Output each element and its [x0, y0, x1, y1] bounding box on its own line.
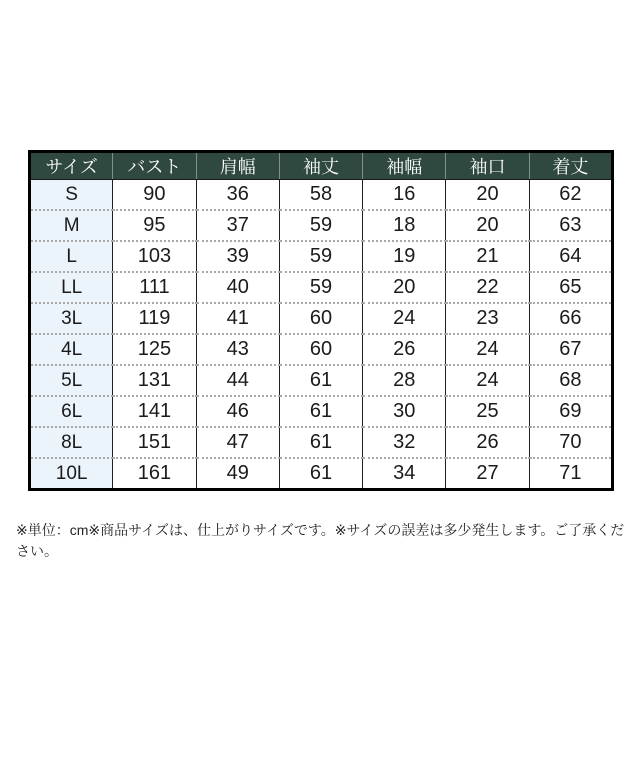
value-cell: 26 [446, 427, 529, 458]
value-cell: 131 [113, 365, 196, 396]
value-cell: 28 [363, 365, 446, 396]
value-cell: 66 [529, 303, 612, 334]
table-row [30, 334, 613, 365]
value-cell: 71 [529, 458, 612, 490]
value-cell: 24 [363, 303, 446, 334]
value-cell: 161 [113, 458, 196, 490]
value-cell: 61 [279, 396, 362, 427]
size-cell: 10L [30, 458, 113, 490]
value-cell: 61 [279, 365, 362, 396]
size-cell: 5L [30, 365, 113, 396]
value-cell: 111 [113, 272, 196, 303]
table-row [30, 427, 613, 458]
value-cell: 141 [113, 396, 196, 427]
value-cell: 119 [113, 303, 196, 334]
value-cell: 59 [279, 210, 362, 241]
size-chart-body [30, 180, 613, 490]
value-cell: 63 [529, 210, 612, 241]
size-chart-header [30, 152, 613, 180]
value-cell: 16 [363, 180, 446, 211]
size-cell: 4L [30, 334, 113, 365]
value-cell: 21 [446, 241, 529, 272]
table-row [30, 365, 613, 396]
value-cell: 61 [279, 458, 362, 490]
value-cell: 20 [446, 210, 529, 241]
col-header-cuff: 袖口 [446, 152, 529, 180]
value-cell: 41 [196, 303, 279, 334]
header-row [30, 152, 613, 180]
value-cell: 44 [196, 365, 279, 396]
size-cell: M [30, 210, 113, 241]
value-cell: 25 [446, 396, 529, 427]
value-cell: 125 [113, 334, 196, 365]
value-cell: 49 [196, 458, 279, 490]
table-row [30, 210, 613, 241]
col-header-sleeve-width: 袖幅 [363, 152, 446, 180]
value-cell: 39 [196, 241, 279, 272]
value-cell: 67 [529, 334, 612, 365]
value-cell: 34 [363, 458, 446, 490]
value-cell: 69 [529, 396, 612, 427]
value-cell: 103 [113, 241, 196, 272]
value-cell: 20 [446, 180, 529, 211]
size-cell: 8L [30, 427, 113, 458]
size-cell: 3L [30, 303, 113, 334]
size-chart-table [28, 150, 614, 491]
size-cell: S [30, 180, 113, 211]
size-cell: L [30, 241, 113, 272]
value-cell: 46 [196, 396, 279, 427]
value-cell: 32 [363, 427, 446, 458]
value-cell: 26 [363, 334, 446, 365]
value-cell: 60 [279, 334, 362, 365]
col-header-body-length: 着丈 [529, 152, 612, 180]
value-cell: 19 [363, 241, 446, 272]
value-cell: 151 [113, 427, 196, 458]
value-cell: 40 [196, 272, 279, 303]
unit-note: ※単位：cm※商品サイズは、仕上がりサイズです。※サイズの誤差は多少発生します。ご了承ください。 [16, 522, 625, 559]
table-row [30, 272, 613, 303]
value-cell: 95 [113, 210, 196, 241]
value-cell: 59 [279, 272, 362, 303]
col-header-shoulder-width: 肩幅 [196, 152, 279, 180]
value-cell: 60 [279, 303, 362, 334]
value-cell: 37 [196, 210, 279, 241]
value-cell: 43 [196, 334, 279, 365]
value-cell: 18 [363, 210, 446, 241]
col-header-sleeve-length: 袖丈 [279, 152, 362, 180]
value-cell: 22 [446, 272, 529, 303]
value-cell: 30 [363, 396, 446, 427]
value-cell: 23 [446, 303, 529, 334]
value-cell: 62 [529, 180, 612, 211]
table-row [30, 303, 613, 334]
size-cell: LL [30, 272, 113, 303]
table-row [30, 458, 613, 490]
value-cell: 36 [196, 180, 279, 211]
value-cell: 24 [446, 334, 529, 365]
value-cell: 64 [529, 241, 612, 272]
value-cell: 70 [529, 427, 612, 458]
table-row [30, 241, 613, 272]
value-cell: 61 [279, 427, 362, 458]
value-cell: 65 [529, 272, 612, 303]
value-cell: 59 [279, 241, 362, 272]
table-row [30, 396, 613, 427]
value-cell: 90 [113, 180, 196, 211]
value-cell: 24 [446, 365, 529, 396]
value-cell: 20 [363, 272, 446, 303]
col-header-size: サイズ [30, 152, 113, 180]
col-header-bust: バスト [113, 152, 196, 180]
size-cell: 6L [30, 396, 113, 427]
value-cell: 27 [446, 458, 529, 490]
value-cell: 47 [196, 427, 279, 458]
table-row [30, 180, 613, 211]
value-cell: 68 [529, 365, 612, 396]
value-cell: 58 [279, 180, 362, 211]
